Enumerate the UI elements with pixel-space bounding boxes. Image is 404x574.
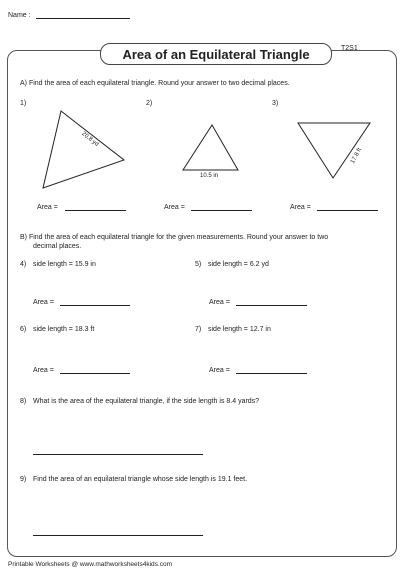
worksheet-title: Area of an Equilateral Triangle <box>100 43 332 65</box>
problem-4-number: 4) <box>20 261 27 268</box>
problem-3-number: 3) <box>272 100 279 107</box>
problem-3-area-label: Area = <box>290 204 311 211</box>
triangle-2-shape <box>183 125 238 170</box>
problem-5-area-label: Area = <box>209 299 230 306</box>
problem-9-text: Find the area of an equilateral triangle whose side length is 19.1 feet. <box>33 476 248 483</box>
worksheet-code: T2S1 <box>341 45 358 52</box>
problem-4-answer-line[interactable] <box>60 305 130 306</box>
triangle-3-side-label: 17.8 ft <box>350 147 364 165</box>
problem-6-answer-line[interactable] <box>60 373 130 374</box>
problem-8-answer-line[interactable] <box>33 454 203 455</box>
triangle-1-side-label: 20.8 yd <box>80 131 100 148</box>
problem-8-text: What is the area of the equilateral triangle, if the side length is 8.4 yards? <box>33 398 260 405</box>
problem-7-number: 7) <box>195 326 202 333</box>
problem-2-area-label: Area = <box>164 204 185 211</box>
problem-2-number: 2) <box>146 100 153 107</box>
triangle-2-side-label: 10.5 in <box>200 173 219 179</box>
footer-text: Printable Worksheets @ www.mathworksheets4kids.com <box>8 561 172 568</box>
problem-6-area-label: Area = <box>33 367 54 374</box>
problem-6-number: 6) <box>20 326 27 333</box>
problem-5-number: 5) <box>195 261 202 268</box>
problem-9-answer-line[interactable] <box>33 535 203 536</box>
problem-1-number: 1) <box>20 100 27 107</box>
section-b-instruction-line2: decimal places. <box>33 243 82 250</box>
problem-7-answer-line[interactable] <box>236 373 307 374</box>
problem-5-text: side length = 6.2 yd <box>208 261 269 268</box>
section-a-instruction: A) Find the area of each equilateral triangle. Round your answer to two decimal places. <box>20 80 290 87</box>
problem-2-answer-line[interactable] <box>191 210 252 211</box>
problem-4-area-label: Area = <box>33 299 54 306</box>
name-label: Name : <box>8 12 31 19</box>
problem-3-answer-line[interactable] <box>317 210 378 211</box>
problem-9-number: 9) <box>20 476 27 483</box>
problem-1-area-label: Area = <box>37 204 58 211</box>
triangle-1-shape <box>43 111 124 188</box>
problem-4-text: side length = 15.9 in <box>33 261 96 268</box>
problem-8-number: 8) <box>20 398 27 405</box>
section-b-instruction-line1: B) Find the area of each equilateral triangle for the given measurements. Round your answer to two <box>20 234 329 241</box>
problem-7-text: side length = 12.7 in <box>208 326 271 333</box>
problem-7-area-label: Area = <box>209 367 230 374</box>
problem-1-answer-line[interactable] <box>65 210 126 211</box>
problem-6-text: side length = 18.3 ft <box>33 326 95 333</box>
problem-5-answer-line[interactable] <box>236 305 307 306</box>
